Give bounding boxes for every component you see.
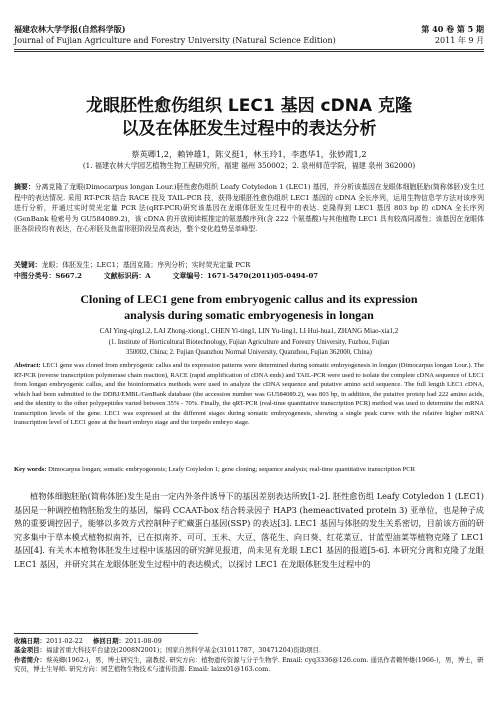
journal-header xyxy=(14,24,484,46)
body-paragraph-1: 植物体细胞胚胎(简称体胚)发生是由一定内外条件诱导下的基因差别表达所致[1-2]. 胚性愈伤组 Leafy Cotyledon 1 (LEC1) 基因是一种调控植物胚胎发生的基因，编码 CCAAT-box 结合转录因子 HAP3 (hemeactivated protein 3) 亚单位，也是种子成熟的重要调控因子，能够以多效方式控制种子贮藏蛋白基因(SSP) 的表达[3]. LEC1 基因与体胚的发生关系密切，目前该方面的研究多集中于草本模式植物拟南芥，已在拟南芥、可可、玉米、大豆、落花生、向日葵、红花菜豆、甘蓝型油菜等植物克隆了 LEC1 基因[4]. 有关木本植物体胚发生过程中该基因的研究鲜见报道，尚未见有龙眼 LEC1 基因的报道[5-6]. 本研究分离和克隆了龙眼 LEC1 基因，并研究其在龙眼体胚发生过程中的表达模式，以探讨 LEC1 在龙眼体胚发生过程中的 xyxy=(14,491,484,569)
title-cn-line2: 以及在体胚发生过程中的表达分析 xyxy=(121,119,377,139)
header-rule xyxy=(14,49,484,50)
footnote-rule xyxy=(14,633,198,634)
fund-text: 福建省重大科技平台建设(2008N2001)；国家自然科学基金(31011787、30471204)资助项目. xyxy=(45,646,321,654)
abstract-en xyxy=(14,361,484,428)
keywords-en-label: Key words: xyxy=(14,466,47,473)
abstract-en-text: LEC1 gene was cloned from embryogenic callus and its expression patterns were determined during somatic embryogenesis in longan (Dimocarpus longan Lour.). The RT-PCR (reverse transcription polymerase chain reaction), RACE (rapid amplification of cDNA ends) and TAIL-PCR were used to isolate the complete cDNA sequence of LEC1 from longan embryogenic callus, and the bioinformatics methods were used to analyze the cDNA sequence and putative amino acid sequence. The full length LEC1 cDNA, which had been submitted to the DDBJ/EMBL/GenBank database (the accession number was GU584089.2), was 803 bp, in addition, the putative proteip had 222 amino acids, and the identity to the other polypeptides varied between 35% - 70%. Finally, the qRT-PCR (real-time quantitative transcription PCR) method was used to determine the mRNA transcription levels of the gene. LEC1 was expressed at the different stages during somatic embryogenesis, showing a single peak curve with the relative higher mRNA transcription level of LEC1 gene at the heart embryo stage and the torpedo embryo stage. xyxy=(14,362,485,426)
journal-name-en: Journal of Fujian Agriculture and Forestry University (Natural Science Edition) xyxy=(14,36,336,45)
affiliation-cn: (1. 福建农林大学园艺植物生物工程研究所，福建 福州 350002；2. 泉州师范学院，福建 泉州 362000) xyxy=(82,161,416,170)
footnote-dates xyxy=(14,637,484,646)
affiliation-en-line1: (1. Institute of Horticultural Biotechnology, Fujian Agriculture and Forestry University, Fuzhou, Fujian xyxy=(108,339,390,346)
revised-date: 2011-08-09 xyxy=(124,637,162,645)
article-number: 文章编号：1671-5470(2011)05-0494-07 xyxy=(172,272,319,280)
keywords-en-text: Dimocarpus longan; somatic embryogenesis; Leafy Cotyledon 1; gene cloning; sequence analysis; real-time quantitative transcription PCR xyxy=(48,466,416,473)
publish-date: 2011 年 9 月 xyxy=(434,36,484,45)
received-date: 2011-02-22 xyxy=(45,637,83,645)
abstract-en-label: Abstract: xyxy=(14,362,41,369)
keywords-cn-label: 关键词： xyxy=(14,261,42,269)
fund-label: 基金项目： xyxy=(14,646,46,654)
document-code: 文献标识码：A xyxy=(103,272,151,280)
volume-issue: 第 40 卷 第 5 期 xyxy=(421,24,484,34)
keywords-cn xyxy=(14,260,484,271)
keywords-cn-text: 龙眼；体胚发生；LEC1；基因克隆；序列分析；实时荧光定量 PCR xyxy=(41,261,251,269)
classification-meta xyxy=(14,271,484,282)
received-label: 收稿日期： xyxy=(14,637,46,645)
title-en-line1: Cloning of LEC1 gene from embryogenic callus and its expression xyxy=(80,292,418,306)
affiliation-en-line2: 350002, China; 2. Fujian Quanzhou Normal University, Quanzhou, Fujian 362000, China) xyxy=(126,349,372,356)
keywords-en xyxy=(14,465,484,475)
abstract-cn-text: 分离克隆了龙眼(Dimocarpus longan Lour.)胚性愈伤组织 Leafy Cotyledon 1 (LEC1) 基因，并分析该基因在龙眼体细胞胚胎(简称体胚)发生过程中的表达情况. 采用 RT-PCR 结合 RACE 技及 TAIL-PCR 技，获得龙眼胚性愈伤组织 LEC1 基因的 cDNA 全长序列，运用生物信息学方法对该序列进行分析，并通过实时荧光定量 PCR 法(qRT-PCR)研究该基因在龙眼体胚发生过程中的表达. 克隆得到 LEC1 基因 803 bp 的 cDNA 全长序列(GenBank 检索号为 GU584089.2)，该 cDNA 的开放阅读框推定的氨基酸序列(含 222 个氨基酸)与其他植物 LEC1 具有较高同源性；该基因在龙眼体胚各阶段均有表达，在心形胚及鱼雷形胚阶段呈高表达，整个变化趋势呈单峰型. xyxy=(14,183,484,234)
clc-number: 中图分类号：S667.2 xyxy=(14,272,82,280)
journal-name-cn: 福建农林大学学报(自然科学版) xyxy=(14,24,126,34)
authors-cn: 蔡英卿1,2，赖钟雄1，陈义挺1，林玉玲1，李惠华1，张妙霞1,2 xyxy=(131,149,367,159)
footnote-fund xyxy=(14,646,484,655)
abstract-cn xyxy=(14,182,484,235)
title-en-line2: analysis during somatic embryogenesis in longan xyxy=(124,308,374,322)
footnote-author-bio xyxy=(14,656,484,674)
abstract-cn-label: 摘要： xyxy=(14,183,35,191)
bio-text: 蔡英卿(1962-)，男，博士研究生，副教授. 研究方向：植物遗传资源与分子生物学. Email: cyq3336@126.com. 通讯作者赖钟雄(1966-)，男，博士，研究员，博士生导师. 研究方向：园艺植物生物技术与遗传资源. Email: laizx01@163.com. xyxy=(14,656,484,674)
revised-label: 修回日期： xyxy=(92,637,125,645)
authors-en: CAI Ying-qing1,2, LAI Zhong-xiong1, CHEN Yi-ting1, LIN Yu-ling1, LI Hui-hua1, ZHANG Miao-xia1,2 xyxy=(99,327,399,335)
title-cn-line1: 龙眼胚性愈伤组织 LEC1 基因 cDNA 克隆 xyxy=(86,96,412,116)
bio-label: 作者简介： xyxy=(14,656,46,664)
header-rule-thin xyxy=(14,51,484,52)
